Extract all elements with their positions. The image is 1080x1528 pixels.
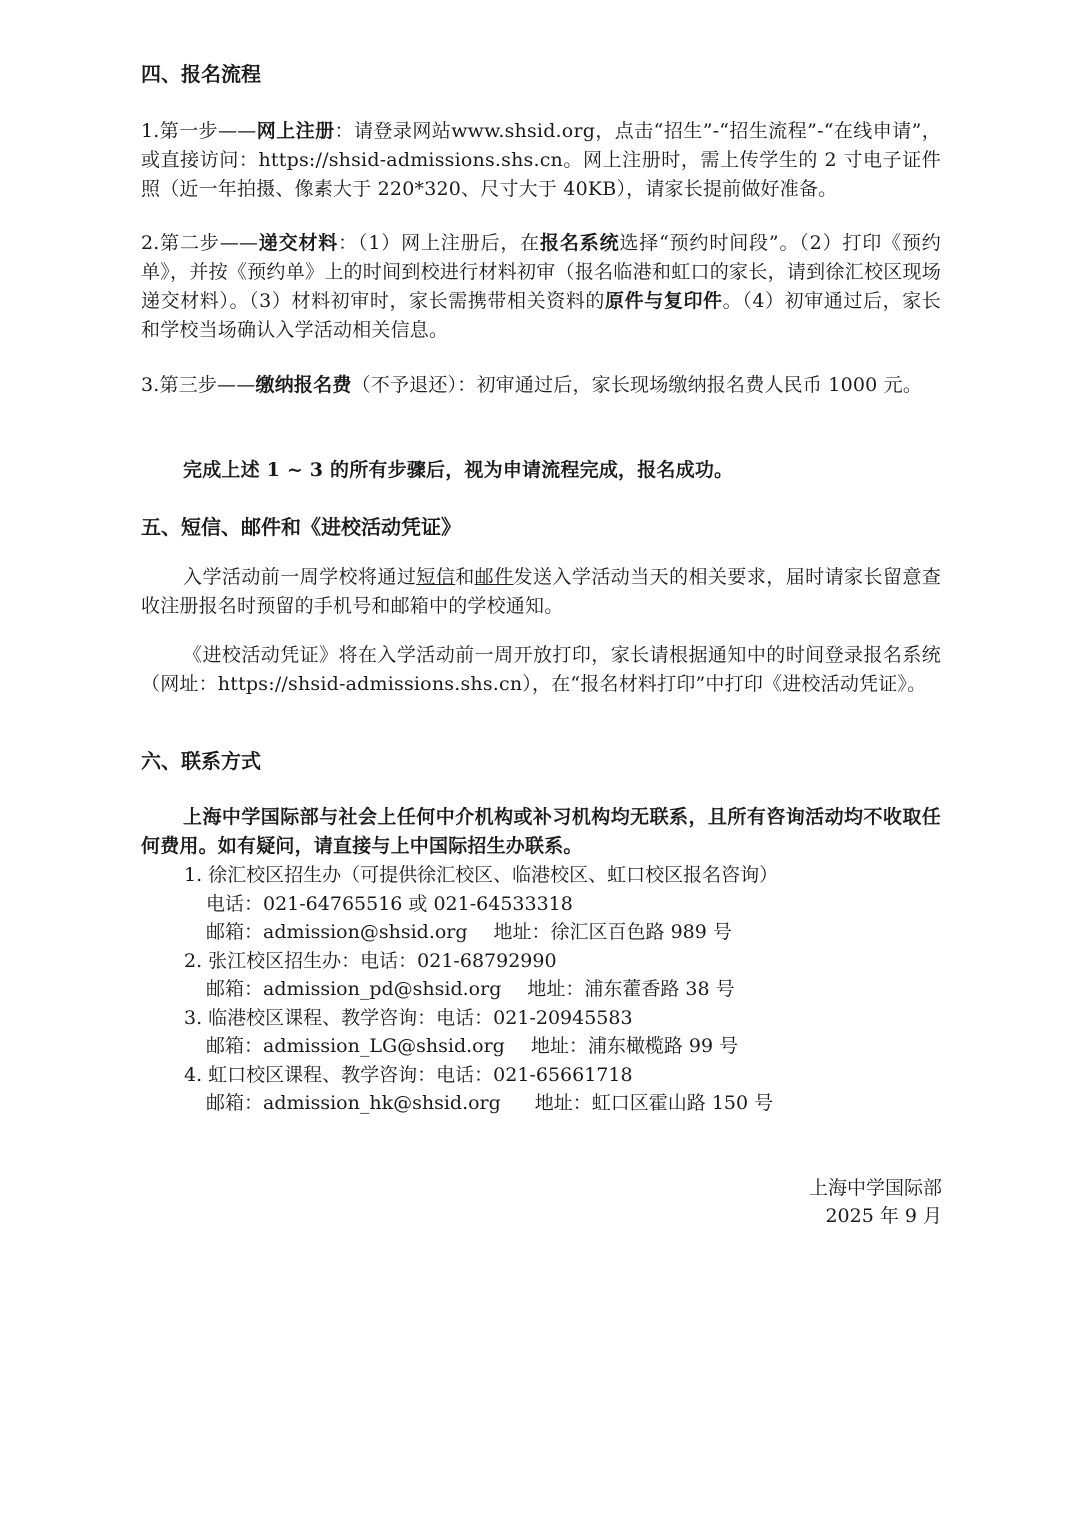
step-2-paragraph: 2.第二步——递交材料：（1）网上注册后，在报名系统选择“预约时间段”。（2）打印《预约单》，并按《预约单》上的时间到校进行材料初审（报名临港和虹口的家长，请到徐汇校区现场递交材料）。（3）材料初审时，家长需携带相关资料的原件与复印件。（4）初审通过后，家长和学校当场确认入学活动相关信息。 [141, 232, 942, 341]
step-3-paragraph: 3.第三步——缴纳报名费（不予退还）：初审通过后，家长现场缴纳报名费人民币 1000 元。 [141, 374, 923, 396]
contact-2-title: 2. 张江校区招生办：电话：021-68792990 [184, 950, 557, 972]
completion-note: 完成上述 1 ~ 3 的所有步骤后，视为申请流程完成，报名成功。 [183, 459, 734, 481]
contact-1-title: 1. 徐汇校区招生办（可提供徐汇校区、临港校区、虹口校区报名咨询） [184, 864, 779, 886]
contact-4-email-line: 邮箱：admission_hk@shsid.org 地址：虹口区霍山路 150 号 [206, 1092, 774, 1114]
section-6-heading: 六、联系方式 [141, 749, 261, 773]
disclaimer-notice: 上海中学国际部与社会上任何中介机构或补习机构均无联系，且所有咨询活动均不收取任何费用。如有疑问，请直接与上中国际招生办联系。 [141, 806, 941, 857]
signature-org: 上海中学国际部 [808, 1177, 942, 1199]
section-4-heading: 四、报名流程 [141, 62, 261, 86]
contact-2-email-line: 邮箱：admission_pd@shsid.org 地址：浦东藿香路 38 号 [206, 978, 735, 1000]
contact-1-email-line: 邮箱：admission@shsid.org 地址：徐汇区百色路 989 号 [206, 921, 732, 943]
signature-date: 2025 年 9 月 [825, 1205, 942, 1227]
step-1-bold: 网上注册 [256, 120, 335, 142]
step-1-paragraph: 1.第一步——网上注册：请登录网站www.shsid.org，点击“招生”-“招生流程”-“在线申请”，或直接访问：https://shsid-admissions.shs.cn。网上注册时，需上传学生的 2 寸电子证件照（近一年拍摄、像素大于 220*320、尺寸大于 40KB），请家长提前做好准备。 [141, 120, 941, 200]
contact-1-phone: 电话：021-64765516 或 021-64533318 [206, 893, 573, 915]
voucher-paragraph: 《进校活动凭证》将在入学活动前一周开放打印，家长请根据通知中的时间登录报名系统（网址：https://shsid-admissions.shs.cn），在“报名材料打印”中打印《进校活动凭证》。 [141, 644, 941, 695]
contact-3-title: 3. 临港校区课程、教学咨询：电话：021-20945583 [184, 1007, 633, 1029]
contact-4-title: 4. 虹口校区课程、教学咨询：电话：021-65661718 [184, 1064, 633, 1086]
contact-3-email-line: 邮箱：admission_LG@shsid.org 地址：浦东橄榄路 99 号 [206, 1035, 739, 1057]
section-5-heading: 五、短信、邮件和《进校活动凭证》 [141, 515, 461, 539]
notification-paragraph: 入学活动前一周学校将通过短信和邮件发送入学活动当天的相关要求，届时请家长留意查收注册报名时预留的手机号和邮箱中的学校通知。 [141, 566, 942, 617]
